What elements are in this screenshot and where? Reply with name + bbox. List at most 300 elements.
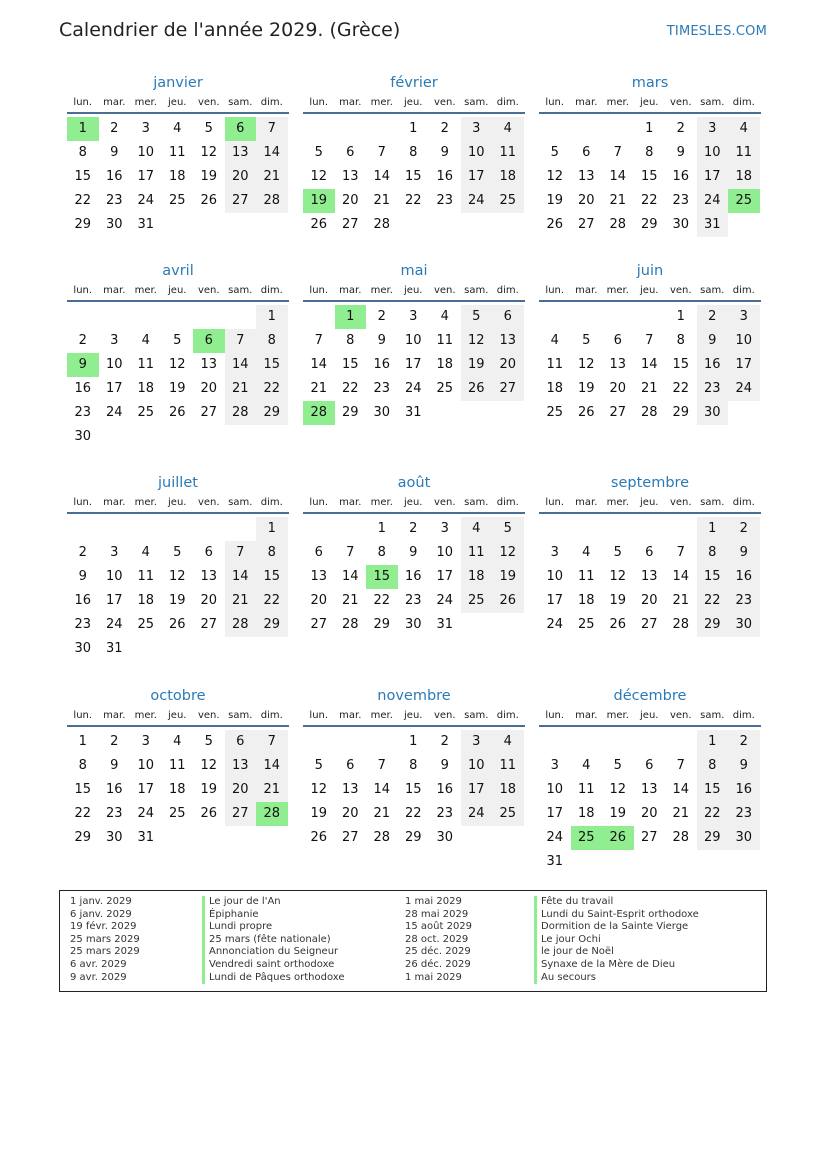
day-cell: 19 xyxy=(200,169,218,184)
day-cell: 12 xyxy=(492,541,524,565)
day-cell: 26 xyxy=(609,617,627,632)
day-cell: 7 xyxy=(256,730,288,754)
day-cell: 29 xyxy=(697,826,729,850)
day-cell: 22 xyxy=(697,802,729,826)
day-cell: 25 xyxy=(137,405,155,420)
day-cell: 8 xyxy=(256,541,288,565)
month-name: octobre xyxy=(150,688,206,704)
day-cell: 1 xyxy=(409,121,418,136)
day-cell: 6 xyxy=(346,145,355,160)
day-cell: 13 xyxy=(200,357,218,372)
day-cell: 10 xyxy=(546,782,564,797)
legend-name: Épiphanie xyxy=(202,909,345,922)
day-cell: 3 xyxy=(461,117,493,141)
day-cell: 29 xyxy=(672,405,690,420)
day-cell: 26 xyxy=(577,405,595,420)
day-cell: 20 xyxy=(310,593,328,608)
weekday-label: ven. xyxy=(669,285,692,296)
day-cell: 3 xyxy=(550,545,559,560)
legend-date: 25 déc. 2029 xyxy=(405,946,471,958)
weekday-label: dim. xyxy=(732,285,755,296)
day-cell: 28 xyxy=(640,405,658,420)
legend-date: 9 avr. 2029 xyxy=(70,971,127,983)
weekday-label: jeu. xyxy=(640,97,659,108)
day-cell: 23 xyxy=(74,617,92,632)
weekday-label: ven. xyxy=(433,97,456,108)
day-cell: 18 xyxy=(492,165,524,189)
weekday-label: dim. xyxy=(496,285,519,296)
day-cell: 3 xyxy=(728,305,760,329)
day-cell: 2 xyxy=(110,734,119,749)
month-5 xyxy=(539,260,761,420)
holiday-day-cell: 26 xyxy=(602,826,634,850)
day-cell: 27 xyxy=(492,377,524,401)
day-cell: 11 xyxy=(492,141,524,165)
day-cell: 12 xyxy=(168,569,186,584)
weekday-label: ven. xyxy=(669,497,692,508)
day-cell: 21 xyxy=(341,593,359,608)
day-cell: 24 xyxy=(436,593,454,608)
day-cell: 7 xyxy=(676,758,685,773)
day-cell: 26 xyxy=(200,806,218,821)
month-name: mai xyxy=(400,263,428,279)
weekday-header xyxy=(539,94,761,114)
day-cell: 23 xyxy=(105,193,123,208)
day-cell: 16 xyxy=(728,778,760,802)
day-cell: 1 xyxy=(256,517,288,541)
day-cell: 27 xyxy=(310,617,328,632)
day-cell: 13 xyxy=(225,141,257,165)
day-cell: 20 xyxy=(609,381,627,396)
weekday-label: dim. xyxy=(260,497,283,508)
weekday-label: lun. xyxy=(73,710,93,721)
day-cell: 6 xyxy=(346,758,355,773)
day-cell: 9 xyxy=(728,754,760,778)
weekday-header xyxy=(303,94,525,114)
legend-name: Au secours xyxy=(534,972,699,985)
day-cell: 8 xyxy=(697,541,729,565)
holiday-legend xyxy=(59,890,767,992)
weekday-label: ven. xyxy=(433,710,456,721)
day-cell: 18 xyxy=(137,381,155,396)
day-cell: 24 xyxy=(697,189,729,213)
day-cell: 25 xyxy=(168,193,186,208)
day-cell: 19 xyxy=(310,806,328,821)
day-cell: 15 xyxy=(74,169,92,184)
day-cell: 30 xyxy=(697,401,729,425)
weekday-label: ven. xyxy=(669,97,692,108)
day-cell: 2 xyxy=(676,121,685,136)
weekday-label: mer. xyxy=(370,97,393,108)
day-cell: 29 xyxy=(74,830,92,845)
weekday-label: jeu. xyxy=(640,710,659,721)
weekday-label: mer. xyxy=(134,97,157,108)
day-cell: 8 xyxy=(697,754,729,778)
holiday-day-cell: 25 xyxy=(728,189,760,213)
weekday-label: dim. xyxy=(496,97,519,108)
day-cell: 8 xyxy=(78,145,87,160)
weekday-label: sam. xyxy=(700,97,725,108)
day-cell: 15 xyxy=(74,782,92,797)
day-cell: 17 xyxy=(137,782,155,797)
day-cell: 5 xyxy=(582,333,591,348)
day-cell: 3 xyxy=(550,758,559,773)
day-cell: 29 xyxy=(373,617,391,632)
day-cell: 15 xyxy=(256,565,288,589)
weekday-label: jeu. xyxy=(640,497,659,508)
day-cell: 23 xyxy=(728,802,760,826)
day-cell: 29 xyxy=(256,401,288,425)
day-cell: 5 xyxy=(461,305,493,329)
day-cell: 30 xyxy=(74,429,92,444)
weekday-label: sam. xyxy=(700,710,725,721)
day-cell: 12 xyxy=(609,782,627,797)
day-cell: 3 xyxy=(110,333,119,348)
day-cell: 11 xyxy=(492,754,524,778)
day-cell: 5 xyxy=(204,734,213,749)
weekday-label: mar. xyxy=(339,710,362,721)
day-cell: 25 xyxy=(492,802,524,826)
day-cell: 28 xyxy=(672,617,690,632)
day-cell: 15 xyxy=(672,357,690,372)
day-cell: 26 xyxy=(461,377,493,401)
weekday-label: mar. xyxy=(339,97,362,108)
weekday-label: sam. xyxy=(228,497,253,508)
day-cell: 21 xyxy=(225,377,257,401)
day-cell: 12 xyxy=(577,357,595,372)
day-cell: 30 xyxy=(728,613,760,637)
day-cell: 28 xyxy=(256,189,288,213)
legend-date: 15 août 2029 xyxy=(405,921,473,933)
day-cell: 20 xyxy=(341,193,359,208)
day-cell: 22 xyxy=(404,193,422,208)
legend-date: 19 févr. 2029 xyxy=(70,921,137,933)
day-cell: 26 xyxy=(168,617,186,632)
weekday-header xyxy=(67,494,289,514)
day-cell: 23 xyxy=(697,377,729,401)
legend-name: Le jour Ochi xyxy=(534,934,699,947)
day-cell: 25 xyxy=(492,189,524,213)
day-cell: 14 xyxy=(256,141,288,165)
day-cell: 9 xyxy=(409,545,418,560)
weekday-label: ven. xyxy=(669,710,692,721)
brand-logo[interactable]: TIMESLES.COM xyxy=(666,24,767,39)
weekday-label: mar. xyxy=(339,497,362,508)
day-cell: 11 xyxy=(168,145,186,160)
day-cell: 31 xyxy=(105,641,123,656)
weekday-header xyxy=(67,282,289,302)
day-cell: 5 xyxy=(204,121,213,136)
day-cell: 18 xyxy=(492,778,524,802)
weekday-label: mar. xyxy=(339,285,362,296)
legend-date: 25 mars 2029 xyxy=(70,933,140,945)
day-cell: 27 xyxy=(200,617,218,632)
weekday-header xyxy=(539,707,761,727)
day-cell: 22 xyxy=(672,381,690,396)
month-7 xyxy=(303,472,525,632)
day-cell: 26 xyxy=(310,217,328,232)
weekday-label: sam. xyxy=(464,497,489,508)
weekday-label: mar. xyxy=(575,285,598,296)
weekday-label: mar. xyxy=(103,285,126,296)
holiday-day-cell: 28 xyxy=(303,401,335,425)
day-cell: 12 xyxy=(546,169,564,184)
weekday-header xyxy=(67,707,289,727)
weekday-label: jeu. xyxy=(168,97,187,108)
day-cell: 10 xyxy=(461,754,493,778)
day-cell: 20 xyxy=(225,165,257,189)
day-cell: 7 xyxy=(225,329,257,353)
day-cell: 6 xyxy=(204,545,213,560)
day-cell: 8 xyxy=(377,545,386,560)
month-9 xyxy=(67,685,289,845)
day-cell: 10 xyxy=(105,357,123,372)
day-cell: 17 xyxy=(137,169,155,184)
day-cell: 19 xyxy=(609,806,627,821)
day-cell: 24 xyxy=(546,617,564,632)
day-cell: 5 xyxy=(550,145,559,160)
weekday-label: ven. xyxy=(433,497,456,508)
day-cell: 9 xyxy=(440,145,449,160)
day-cell: 5 xyxy=(173,333,182,348)
day-cell: 21 xyxy=(640,381,658,396)
day-cell: 23 xyxy=(672,193,690,208)
weekday-header xyxy=(539,282,761,302)
day-cell: 2 xyxy=(440,121,449,136)
day-cell: 12 xyxy=(310,169,328,184)
day-cell: 10 xyxy=(546,569,564,584)
day-cell: 21 xyxy=(310,381,328,396)
weekday-label: lun. xyxy=(309,97,329,108)
weekday-header xyxy=(303,282,525,302)
legend-date: 26 déc. 2029 xyxy=(405,958,471,970)
weekday-label: dim. xyxy=(496,710,519,721)
page-title: Calendrier de l'année 2029. (Grèce) xyxy=(59,19,401,41)
legend-name: Lundi de Pâques orthodoxe xyxy=(202,972,345,985)
day-cell: 18 xyxy=(168,169,186,184)
weekday-label: lun. xyxy=(309,710,329,721)
weekday-label: lun. xyxy=(73,497,93,508)
day-cell: 30 xyxy=(436,830,454,845)
day-cell: 28 xyxy=(609,217,627,232)
day-cell: 11 xyxy=(137,569,155,584)
day-cell: 5 xyxy=(492,517,524,541)
day-cell: 22 xyxy=(256,377,288,401)
weekday-label: dim. xyxy=(496,497,519,508)
day-cell: 28 xyxy=(225,613,257,637)
day-cell: 12 xyxy=(461,329,493,353)
day-cell: 27 xyxy=(341,830,359,845)
weekday-label: jeu. xyxy=(404,97,423,108)
weekday-label: jeu. xyxy=(404,497,423,508)
day-cell: 20 xyxy=(225,778,257,802)
day-cell: 3 xyxy=(141,734,150,749)
day-cell: 9 xyxy=(110,145,119,160)
day-cell: 15 xyxy=(404,169,422,184)
day-cell: 29 xyxy=(640,217,658,232)
day-cell: 10 xyxy=(105,569,123,584)
day-cell: 22 xyxy=(640,193,658,208)
day-cell: 4 xyxy=(173,734,182,749)
month-11 xyxy=(539,685,761,869)
day-cell: 6 xyxy=(225,730,257,754)
weekday-label: ven. xyxy=(197,497,220,508)
day-cell: 2 xyxy=(78,333,87,348)
legend-date: 1 mai 2029 xyxy=(405,896,462,907)
weekday-label: sam. xyxy=(228,710,253,721)
day-cell: 4 xyxy=(173,121,182,136)
day-cell: 19 xyxy=(168,593,186,608)
day-cell: 30 xyxy=(728,826,760,850)
weekday-label: dim. xyxy=(260,285,283,296)
weekday-label: sam. xyxy=(464,710,489,721)
day-cell: 19 xyxy=(200,782,218,797)
legend-left-dates xyxy=(70,896,140,984)
day-cell: 18 xyxy=(436,357,454,372)
day-cell: 17 xyxy=(404,357,422,372)
day-cell: 31 xyxy=(546,854,564,869)
day-cell: 7 xyxy=(676,545,685,560)
day-cell: 7 xyxy=(346,545,355,560)
day-cell: 9 xyxy=(440,758,449,773)
day-cell: 11 xyxy=(577,782,595,797)
legend-left-names xyxy=(202,896,345,984)
day-cell: 30 xyxy=(404,617,422,632)
day-cell: 24 xyxy=(105,405,123,420)
weekday-label: jeu. xyxy=(168,497,187,508)
day-cell: 15 xyxy=(256,353,288,377)
day-cell: 24 xyxy=(461,189,493,213)
day-cell: 3 xyxy=(461,730,493,754)
weekday-label: sam. xyxy=(228,97,253,108)
day-cell: 20 xyxy=(640,593,658,608)
day-cell: 16 xyxy=(105,169,123,184)
day-cell: 28 xyxy=(341,617,359,632)
month-2 xyxy=(539,72,761,232)
day-cell: 20 xyxy=(341,806,359,821)
day-cell: 11 xyxy=(461,541,493,565)
month-name: novembre xyxy=(377,688,451,704)
day-cell: 13 xyxy=(200,569,218,584)
weekday-label: mar. xyxy=(575,710,598,721)
day-cell: 3 xyxy=(110,545,119,560)
day-cell: 30 xyxy=(105,830,123,845)
legend-date: 25 mars 2029 xyxy=(70,946,140,958)
day-cell: 4 xyxy=(492,117,524,141)
day-cell: 4 xyxy=(440,309,449,324)
day-cell: 1 xyxy=(697,517,729,541)
legend-name: Dormition de la Sainte Vierge xyxy=(534,921,699,934)
day-cell: 29 xyxy=(74,217,92,232)
weekday-label: lun. xyxy=(545,497,565,508)
month-1 xyxy=(303,72,525,232)
day-cell: 31 xyxy=(436,617,454,632)
day-cell: 21 xyxy=(225,589,257,613)
day-cell: 12 xyxy=(310,782,328,797)
month-10 xyxy=(303,685,525,845)
day-cell: 5 xyxy=(314,145,323,160)
month-name: février xyxy=(390,75,438,91)
weekday-label: sam. xyxy=(464,285,489,296)
day-cell: 28 xyxy=(225,401,257,425)
day-cell: 8 xyxy=(676,333,685,348)
day-cell: 9 xyxy=(377,333,386,348)
weekday-header xyxy=(67,94,289,114)
day-cell: 1 xyxy=(377,521,386,536)
day-cell: 18 xyxy=(546,381,564,396)
day-cell: 2 xyxy=(78,545,87,560)
day-cell: 19 xyxy=(461,353,493,377)
day-cell: 4 xyxy=(461,517,493,541)
day-cell: 8 xyxy=(346,333,355,348)
day-cell: 13 xyxy=(341,169,359,184)
weekday-label: mer. xyxy=(134,497,157,508)
day-cell: 21 xyxy=(672,593,690,608)
weekday-label: jeu. xyxy=(640,285,659,296)
day-cell: 27 xyxy=(640,830,658,845)
day-cell: 17 xyxy=(728,353,760,377)
day-cell: 14 xyxy=(373,782,391,797)
weekday-label: sam. xyxy=(700,497,725,508)
weekday-header xyxy=(303,707,525,727)
day-cell: 31 xyxy=(697,213,729,237)
day-cell: 2 xyxy=(377,309,386,324)
day-cell: 17 xyxy=(546,806,564,821)
day-cell: 12 xyxy=(168,357,186,372)
month-name: janvier xyxy=(153,75,203,91)
day-cell: 13 xyxy=(492,329,524,353)
weekday-label: mer. xyxy=(134,710,157,721)
day-cell: 31 xyxy=(137,830,155,845)
legend-date: 28 oct. 2029 xyxy=(405,933,469,945)
day-cell: 21 xyxy=(672,806,690,821)
month-3 xyxy=(67,260,289,444)
day-cell: 20 xyxy=(577,193,595,208)
weekday-label: mer. xyxy=(134,285,157,296)
holiday-day-cell: 6 xyxy=(225,117,257,141)
weekday-label: sam. xyxy=(228,285,253,296)
day-cell: 22 xyxy=(256,589,288,613)
day-cell: 4 xyxy=(141,333,150,348)
day-cell: 17 xyxy=(105,381,123,396)
weekday-label: jeu. xyxy=(404,285,423,296)
day-cell: 29 xyxy=(256,613,288,637)
day-cell: 29 xyxy=(697,613,729,637)
day-cell: 7 xyxy=(377,758,386,773)
day-cell: 26 xyxy=(492,589,524,613)
day-cell: 15 xyxy=(697,565,729,589)
legend-date: 1 janv. 2029 xyxy=(70,896,132,907)
weekday-label: mer. xyxy=(606,97,629,108)
day-cell: 24 xyxy=(137,806,155,821)
day-cell: 15 xyxy=(697,778,729,802)
day-cell: 10 xyxy=(137,758,155,773)
weekday-label: ven. xyxy=(197,285,220,296)
day-cell: 25 xyxy=(168,806,186,821)
weekday-label: ven. xyxy=(197,97,220,108)
holiday-day-cell: 1 xyxy=(335,305,367,329)
day-cell: 10 xyxy=(728,329,760,353)
day-cell: 16 xyxy=(697,353,729,377)
day-cell: 19 xyxy=(492,565,524,589)
day-cell: 17 xyxy=(436,569,454,584)
day-cell: 9 xyxy=(110,758,119,773)
weekday-label: lun. xyxy=(309,497,329,508)
legend-name: Lundi du Saint-Esprit orthodoxe xyxy=(534,909,699,922)
weekday-label: lun. xyxy=(309,285,329,296)
day-cell: 16 xyxy=(672,169,690,184)
day-cell: 5 xyxy=(613,545,622,560)
